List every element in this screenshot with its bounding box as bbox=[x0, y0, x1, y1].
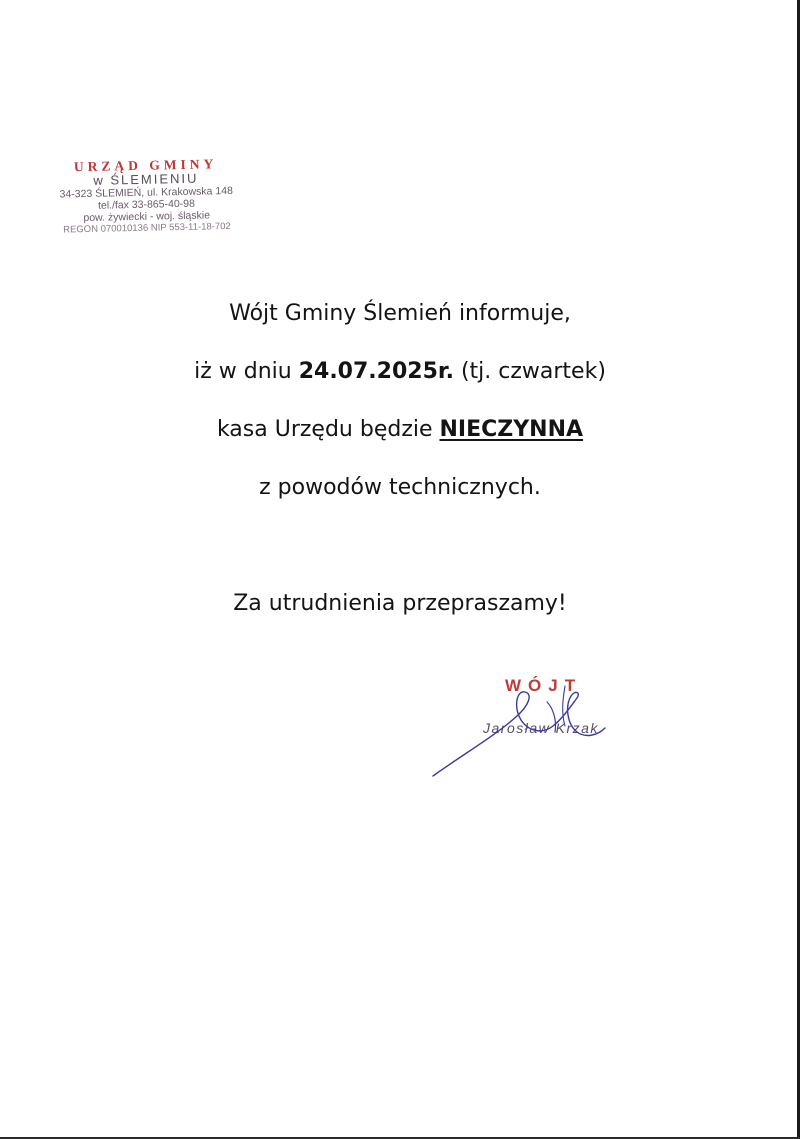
notice-status: NIECZYNNA bbox=[439, 417, 584, 442]
office-stamp bbox=[38, 155, 255, 236]
notice-line-3-prefix: kasa Urzędu będzie bbox=[216, 417, 440, 442]
notice-date: 24.07.2025r. bbox=[298, 359, 454, 384]
stamp-district: pow. żywiecki - woj. śląskie bbox=[83, 209, 211, 225]
notice-line-2 bbox=[0, 358, 800, 416]
notice-body bbox=[0, 300, 800, 616]
signature-role: WÓJT bbox=[505, 676, 583, 695]
notice-line-2-suffix: (tj. czwartek) bbox=[453, 359, 606, 384]
notice-line-1: Wójt Gminy Ślemień informuje, bbox=[229, 301, 571, 326]
stamp-location: w ŚLEMIENIU bbox=[93, 170, 199, 188]
stamp-registry: REGON 070010136 NIP 553-11-18-702 bbox=[63, 220, 231, 236]
stamp-office-name: URZĄD GMINY bbox=[73, 156, 218, 175]
handwritten-signature-icon bbox=[425, 668, 655, 788]
notice-line-2-prefix: iż w dniu bbox=[194, 359, 299, 384]
signature-name: Jarosław Krzak bbox=[483, 720, 599, 736]
notice-closing: Za utrudnienia przepraszamy! bbox=[233, 591, 567, 616]
signature-block bbox=[425, 668, 655, 788]
notice-line-4: z powodów technicznych. bbox=[259, 475, 541, 500]
notice-line-3 bbox=[0, 416, 800, 474]
stamp-address: 34-323 ŚLEMIEŃ, ul. Krakowska 148 bbox=[59, 184, 233, 201]
stamp-phone: tel./fax 33-865-40-98 bbox=[97, 197, 196, 212]
